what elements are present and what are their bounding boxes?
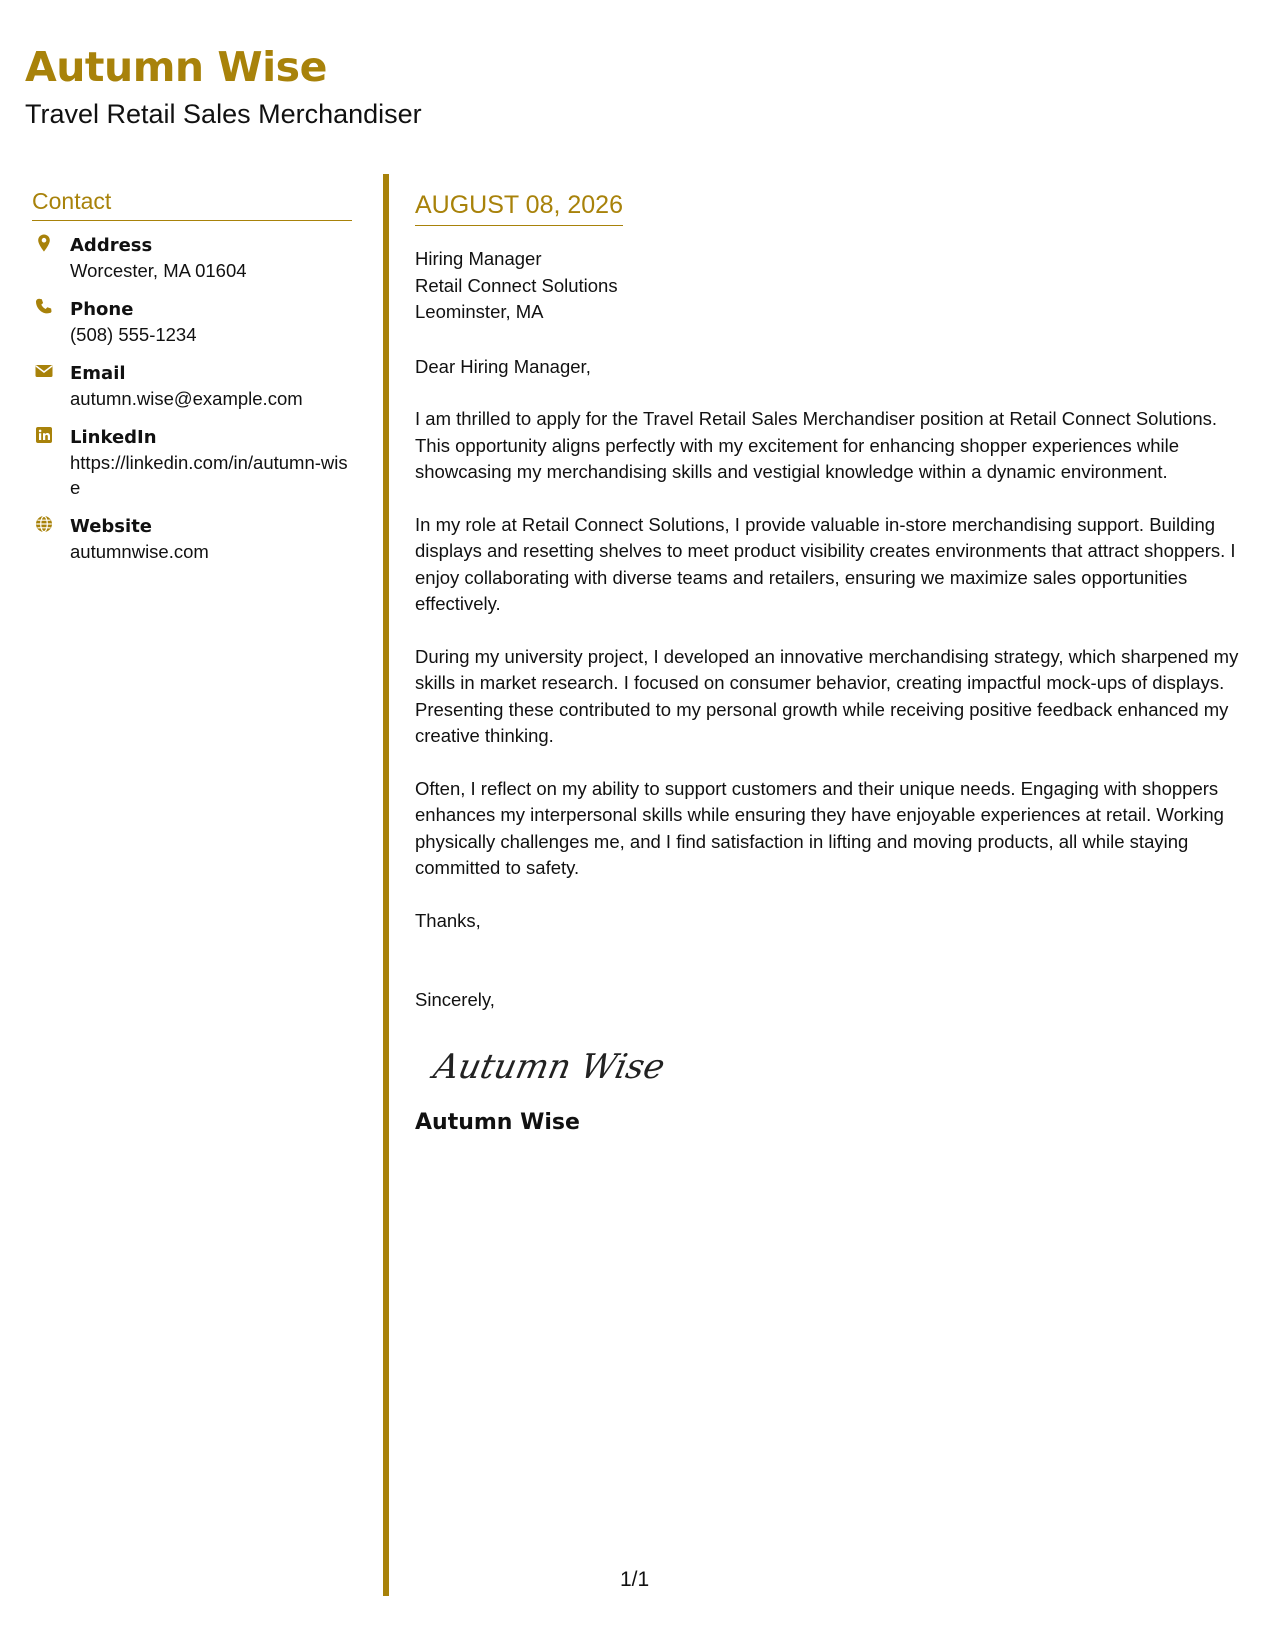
- recipient-block: [415, 246, 1250, 326]
- page-number: 1/1: [620, 1568, 650, 1591]
- contact-item-website: [32, 514, 352, 564]
- phone-value: (508) 555-1234: [70, 323, 197, 345]
- closing-sincerely: Sincerely,: [415, 989, 495, 1010]
- handwritten-signature: [429, 1036, 1250, 1098]
- body-paragraph: I am thrilled to apply for the Travel Retail Sales Merchandiser position at Retail Connect Solutions. This opportunity aligns perfectly with my excitement for enhancing shopper experiences while showcasing my merchandising skills and vestigial knowledge within a dynamic environment.: [415, 408, 1218, 482]
- contact-label: LinkedIn: [70, 426, 157, 448]
- signature-text: Autumn Wise: [430, 1046, 669, 1087]
- globe-icon: [34, 514, 54, 534]
- contact-item-email: [32, 361, 352, 411]
- linkedin-value[interactable]: https://linkedin.com/in/autumn-wise: [70, 451, 348, 498]
- contact-label: Phone: [70, 298, 134, 320]
- contact-item-address: [32, 233, 352, 283]
- envelope-icon: [34, 361, 54, 381]
- phone-icon: [34, 297, 54, 317]
- body-paragraph: During my university project, I developed an innovative merchandising strategy, which sharpened my skills in market research. I focused on consumer behavior, creating impactful mock-ups of displays. Presenting these contributed to my personal growth while receiving positive feedback enhanced my creative thinking.: [415, 645, 1239, 746]
- vertical-divider: [383, 174, 389, 1596]
- linkedin-icon: [34, 425, 54, 445]
- contact-label: Email: [70, 362, 126, 384]
- header-title: Travel Retail Sales Merchandiser: [25, 99, 422, 129]
- body-paragraph: In my role at Retail Connect Solutions, I provide valuable in-store merchandising support. Building displays and resetting shelves to meet product visibility creates environments that attract shoppers. I enjoy collaborating with diverse teams and retailers, ensuring we maximize sales opportunities effectively.: [415, 513, 1236, 614]
- recipient-line: Retail Connect Solutions: [415, 274, 618, 296]
- contact-item-phone: [32, 297, 352, 347]
- signer-name: Autumn Wise: [415, 1109, 580, 1135]
- salutation: Dear Hiring Manager,: [415, 355, 591, 377]
- closing-thanks: Thanks,: [415, 909, 481, 931]
- contact-list: [32, 233, 352, 564]
- website-value[interactable]: autumnwise.com: [70, 540, 209, 562]
- map-pin-icon: [34, 233, 54, 253]
- contact-item-linkedin: [32, 425, 352, 500]
- body-paragraph: Often, I reflect on my ability to support customers and their unique needs. Engaging with shoppers enhances my interpersonal skills while ensuring they have enjoyable experiences at retail. Working physically challenges me, and I find satisfaction in lifting and moving products, all while staying committed to safety.: [415, 777, 1224, 878]
- sidebar-heading: Contact: [32, 188, 352, 221]
- header-name: Autumn Wise: [25, 43, 327, 91]
- email-value[interactable]: autumn.wise@example.com: [70, 387, 303, 409]
- letter-body: [415, 190, 1250, 1136]
- sidebar: [32, 188, 352, 578]
- contact-label: Website: [70, 515, 153, 537]
- recipient-line: Leominster, MA: [415, 301, 544, 322]
- letter-date: AUGUST 08, 2026: [415, 190, 623, 226]
- recipient-line: Hiring Manager: [415, 248, 542, 269]
- address-value: Worcester, MA 01604: [70, 259, 247, 281]
- contact-label: Address: [70, 234, 153, 256]
